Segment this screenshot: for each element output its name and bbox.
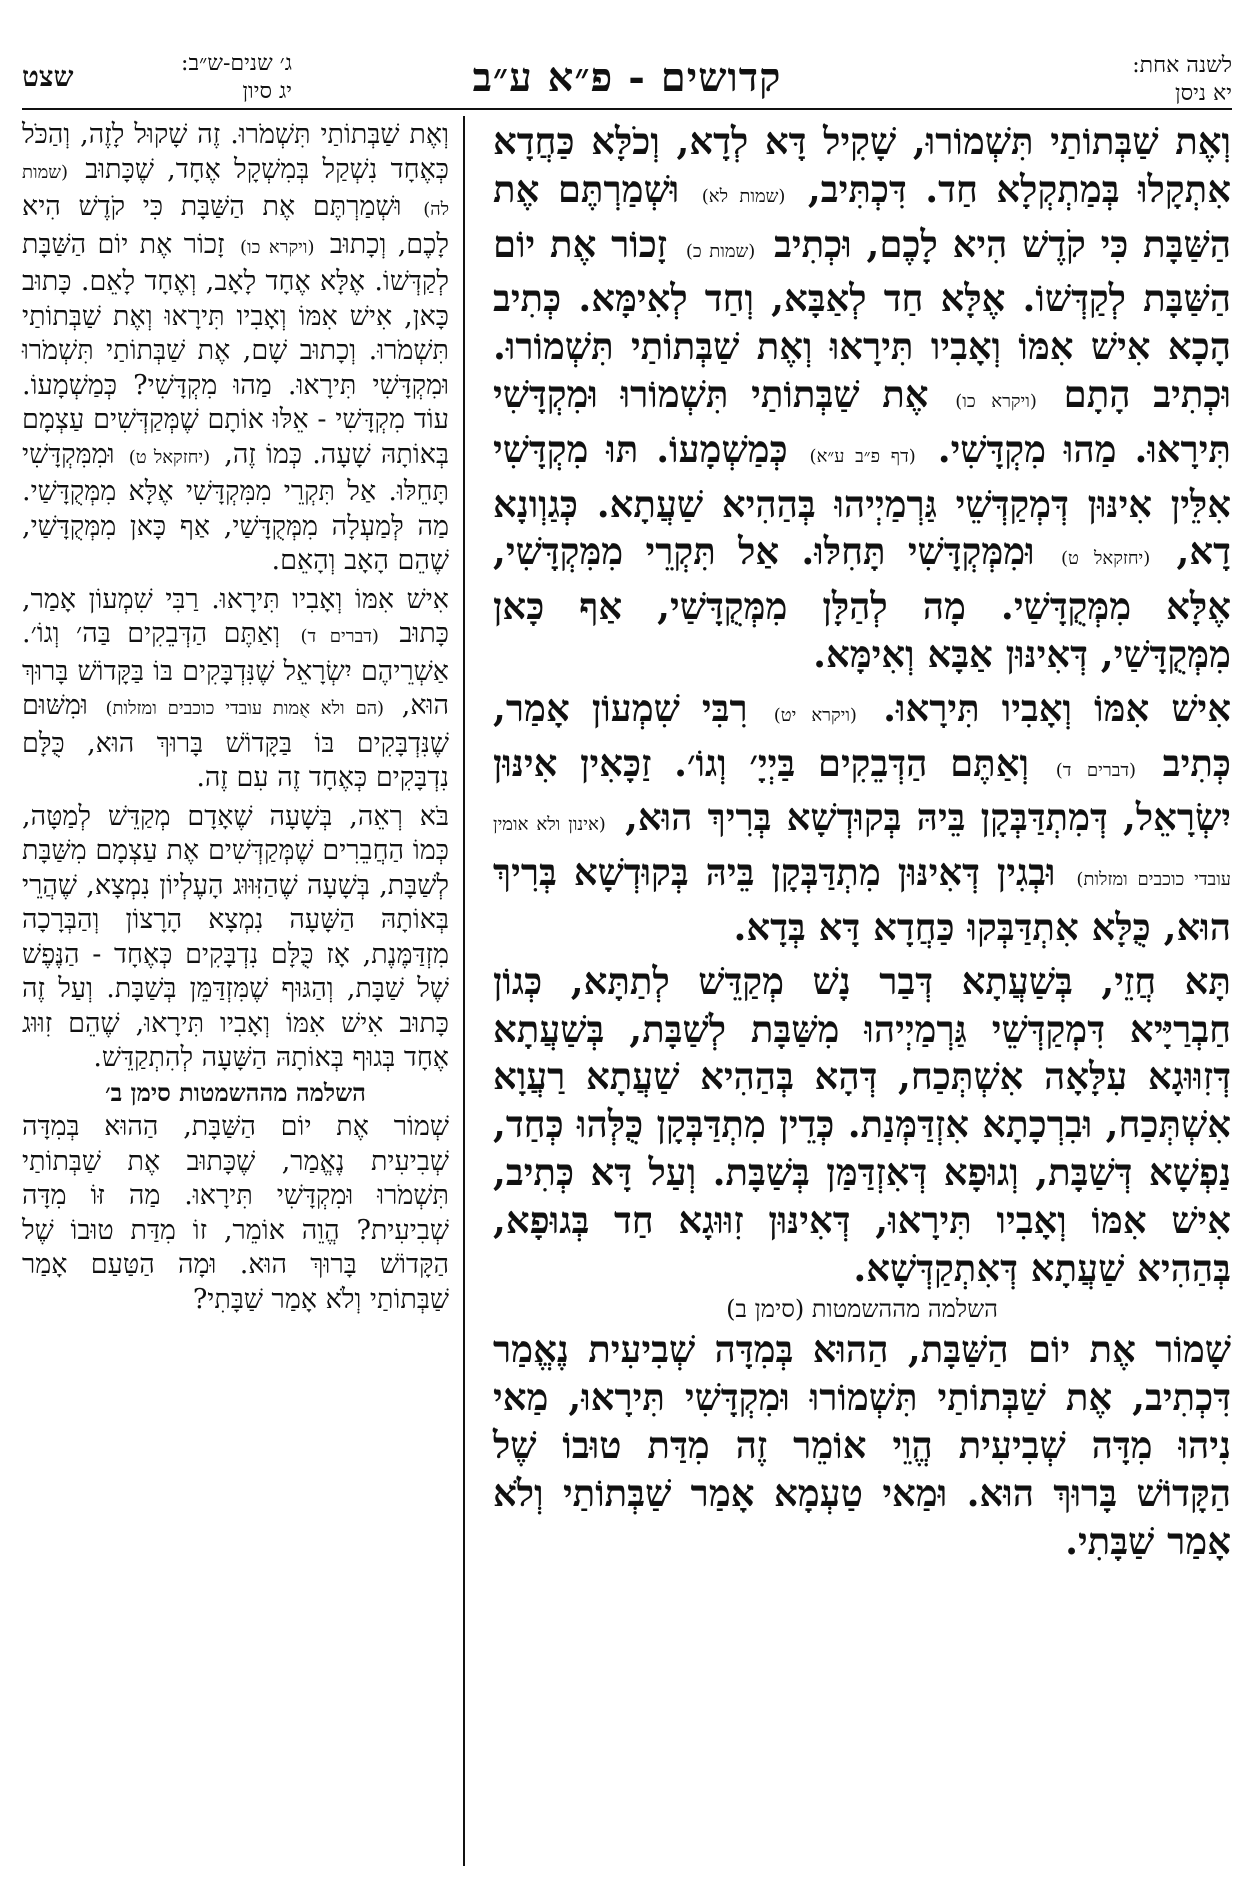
main-column-aramaic [493,118,1231,1565]
column-divider [463,116,465,1866]
citation: (יחזקאל ט) [128,446,211,468]
alt-study-date: יג סיון [242,79,292,104]
side-paragraph-2: אִישׁ אִמּוֹ וְאָבִיו תִּירָאוּ. רַבִּי שִׁמְעוֹן אָמַר, כָּתוּב (דברים ד) וְאַתֶּם הַדְּבֵקִים בַּה׳ וְגוֹ׳. אַשְׁרֵיהֶם יִשְׂרָאֵל שֶׁנִּדְבָּקִים בּוֹ בַּקָּדוֹשׁ בָּרוּךְ הוּא, (הם ולא אֻמות עובדי כוכבים ומזלות) וּמִשּׁוּם שֶׁנִּדְבָּקִים בּוֹ בַּקָּדוֹשׁ בָּרוּךְ הוּא, כֻּלָּם נִדְבָּקִים כְּאֶחָד זֶה עִם זֶה. [22,583,449,793]
citation: (דברים ד) [300,626,379,647]
citation: (ויקרא כו) [955,390,1037,412]
alt-schedule-label: ג׳ שנים-ש״ב: [181,51,292,76]
main-paragraph-3: תָּא חֲזֵי, בְּשַׁעֲתָא דְּבַר נָשׁ מְקַדֵּשׁ לְתַתָּא, כְּגוֹן חַבְרַיָּיא דִּמְקַדְּשֵׁי גַּרְמַיְיהוּ מִשַּׁבָּת לְשַׁבָּת, בְּשַׁעֲתָא דְּזִוּוּגָא עִלָּאָה אִשְׁתְּכַח, דְּהָא בְּהַהִיא שַׁעֲתָא רַעֲוָא אִשְׁתְּכַח, וּבִרְכָתָא אִזְדַּמְּנַת. כְּדֵין מִתְדַּבְּקָן כֻּלְּהוּ כְּחַד, נַפְשָׁא דְּשַׁבָּת, וְגוּפָא דְּאִזְדַּמַּן בְּשַׁבָּת. וְעַל דָּא כְּתִיב, אִישׁ אִמּוֹ וְאָבִיו תִּירָאוּ, דְּאִינּוּן זִוּוּגָא חַד בְּגוּפָא, בְּהַהִיא שַׁעֲתָא דְּאִתְקַדְּשָׁא. [493,958,1231,1290]
page-number: שצט [22,60,74,93]
citation: (יחזקאל ט) [1060,548,1151,570]
citation: (שמות לא) [701,185,786,207]
side-paragraph-4: שְׁמוֹר אֶת יוֹם הַשַּׁבָּת, הַהוּא בְּמִדָּה שְׁבִיעִית נֶאֱמַר, שֶׁכָּתוּב אֶת שַׁבְּתוֹתַי תִּשְׁמֹרוּ וּמִקְדָּשִׁי תִּירָאוּ. מַה זּוֹ מִדָּה שְׁבִיעִית? הֱוֵה אוֹמֵר, זוֹ מִדַּת טוּבוֹ שֶׁל הַקָּדוֹשׁ בָּרוּךְ הוּא. וּמָה הַטַּעַם אָמַר שַׁבְּתוֹתַי וְלֹא אָמַר שַׁבָּתִי? [22,1111,449,1315]
page-title: קדושים - פ״א ע״ב [472,54,782,101]
header-rule [22,108,1232,110]
citation: (דף פ״ב ע״א) [809,445,916,467]
page-header [22,50,1232,106]
side-paragraph-1: וְאֶת שַׁבְּתוֹתַי תִּשְׁמֹרוּ. זֶה שָׁקוּל לָזֶה, וְהַכֹּל כְּאֶחָד נִשְׁקַל בְּמִשְׁקָל אֶחָד, שֶׁכָּתוּב (שמות לה) וּשְׁמַרְתֶּם אֶת הַשַּׁבָּת כִּי קֹדֶשׁ הִיא לָכֶם, וְכָתוּב (ויקרא כו) זָכוֹר אֶת יוֹם הַשַּׁבָּת לְקַדְּשׁוֹ. אֶלָּא אֶחָד לָאָב, וְאֶחָד לָאֵם. כָּתוּב כָּאן, אִישׁ אִמּוֹ וְאָבִיו תִּירָאוּ וְאֶת שַׁבְּתוֹתַי תִּשְׁמֹרוּ. וְכָתוּב שָׁם, אֶת שַׁבְּתוֹתַי תִּשְׁמֹרוּ וּמִקְדָּשִׁי תִּירָאוּ. מַהוּ מִקְדָּשִׁי? כְּמַשְׁמָעוֹ. עוֹד מִקְדָּשִׁי - אֵלּוּ אוֹתָם שֶׁמְּקַדְּשִׁים עַצְמָם בְּאוֹתָהּ שָׁעָה. כְּמוֹ זֶה, (יחזקאל ט) וּמִמִּקְדָּשִׁי תָּחֵלּוּ. אַל תִּקְרֵי מִמִּקְדָּשִׁי אֶלָּא מִמְּקֻדָּשַׁי. מַה לְּמַעְלָה מִמְּקֻדָּשַׁי, אַף כָּאן מִמְּקֻדָּשַׁי, שֶׁהֵם הָאָב וְהָאֵם. [22,119,449,576]
citation: (ויקרא כו) [239,236,315,258]
main-paragraph-1: וְאֶת שַׁבְּתוֹתַי תִּשְׁמוֹרוּ, שָׁקִיל דָּא לְדָא, וְכֹלָּא כַּחֲדָא אִתְקָלוּ בְּמַתְקְלָא חַד. דִּכְתִּיב, (שמות לא) וּשְׁמַרְתֶּם אֶת הַשַּׁבָּת כִּי קֹדֶשׁ הִיא לָכֶם, וּכְתִיב (שמות כ) זָכוֹר אֶת יוֹם הַשַּׁבָּת לְקַדְּשׁוֹ. אֶלָּא חַד לְאַבָּא, וְחַד לְאִימָּא. כְּתִיב הָכָא אִישׁ אִמּוֹ וְאָבִיו תִּירָאוּ וְאֶת שַׁבְּתוֹתַי תִּשְׁמוֹרוּ. וּכְתִיב הָתָם (ויקרא כו) אֶת שַׁבְּתוֹתַי תִּשְׁמוֹרוּ וּמִקְדָּשִׁי תִּירָאוּ. מַהוּ מִקְדָּשִׁי. (דף פ״ב ע״א) כְּמַשְׁמָעוֹ. תּוּ מִקְדָּשִׁי אִלֵּין אִינּוּן דְּמְקַדְּשֵׁי גַּרְמַיְיהוּ בְּהַהִיא שַׁעֲתָא. כְּגַוְונָא דָא, (יחזקאל ט) וּמִמְּקְדָּשִׁי תָּחִלּוּ. אַל תִּקְרֵי מִמִּקְדָּשִׁי, אֶלָּא מִמְּקֻדָּשַׁי. מָה לְהַלָּן מִמְּקֻדָּשַׁי, אַף כָּאן מִמְּקֻדָּשַׁי, דְּאִינּוּן אַבָּא וְאִימָּא. [493,119,1231,676]
side-supplement-title: השלמה מההשמטות סימן ב׳ [105,1077,366,1107]
header-left [112,50,292,106]
supplement-title: השלמה מההשמטות (סימן ב) [726,1295,998,1324]
citation: (ויקרא יט) [773,704,857,726]
citation: (שמות לה) [22,161,449,220]
citation: (הם ולא אֻמות עובדי כוכבים ומזלות) [105,698,385,719]
citation: (דברים ד) [1055,759,1137,781]
side-paragraph-3: בֹּא רְאֵה, בְּשָׁעָה שֶׁאָדָם מְקַדֵּשׁ לְמַטָּה, כְּמוֹ הַחֲבֵרִים שֶׁמְּקַדְּשִׁים אֶת עַצְמָם מִשַּׁבָּת לְשַׁבָּת, בְּשָׁעָה שֶׁהַזִּוּוּג הָעֶלְיוֹן נִמְצָא, שֶׁהֲרֵי בְּאוֹתָהּ הַשָּׁעָה נִמְצָא הָרָצוֹן וְהַבְּרָכָה מִזְדַּמֶּנֶת, אָז כֻּלָּם נִדְבָּקִים כְּאֶחָד - הַנֶּפֶשׁ שֶׁל שַׁבָּת, וְהַגּוּף שֶׁמִּזְדַּמֵּן בְּשַׁבָּת. וְעַל זֶה כָּתוּב אִישׁ אִמּוֹ וְאָבִיו תִּירָאוּ, שֶׁהֵם זִוּוּג אֶחָד בְּגוּף בְּאוֹתָהּ הַשָּׁעָה לְהִתְקַדֵּשׁ. [22,800,449,1073]
main-paragraph-4: שָׁמוֹר אֶת יוֹם הַשַּׁבָּת, הַהוּא בְּמִדָּה שְׁבִיעִית נֶאֱמַר דִּכְתִיב, אֶת שַׁבְּתוֹתַי תִּשְׁמוֹרוּ וּמִקְדָּשִׁי תִּירָאוּ, מַאי נִיהוּ מִדָּה שְׁבִיעִית הֱוֵי אוֹמֵר זֶה מִדַּת טוּבוֹ שֶׁל הַקָּדוֹשׁ בָּרוּךְ הוּא. וּמַאי טַעְמָא אָמַר שַׁבְּתוֹתַי וְלֹא אָמַר שַׁבָּתִי. [493,1327,1231,1563]
side-column-translation [22,118,449,1317]
study-date: יא ניסן [1174,81,1232,106]
main-paragraph-2: אִישׁ אִמּוֹ וְאָבִיו תִּירָאוּ. (ויקרא יט) רִבִּי שִׁמְעוֹן אָמַר, כְּתִיב (דברים ד) וְאַתֶּם הַדְּבֵקִים בַּיְיָ׳ וְגוֹ׳. זַכָּאִין אִינּוּן יִשְׂרָאֵל, דְּמִתְדַּבְּקָן בֵּיהּ בְּקוּדְשָׁא בְּרִיךְ הוּא, (אינון ולא אומין עובדי כוכבים ומזלות) וּבְגִין דְּאִינּוּן מִתְדַּבְּקָן בֵּיהּ בְּקוּדְשָׁא בְּרִיךְ הוּא, כֻּלָּא אִתְדַּבְּקוּ כַּחֲדָא דָּא בְּדָא. [493,685,1232,949]
citation: (שמות כ) [685,240,756,262]
study-schedule-label: לשנה אחת: [1132,53,1232,78]
citation: (אינון ולא אומין עובדי כוכבים ומזלות) [493,814,1231,891]
